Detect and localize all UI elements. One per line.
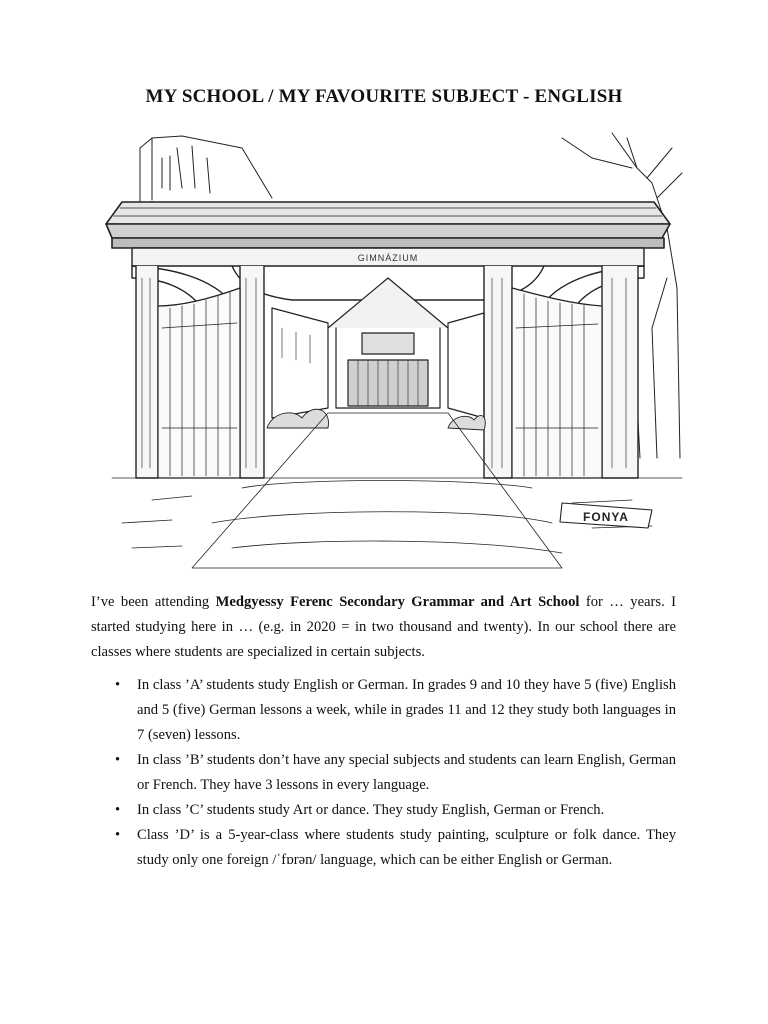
list-item-text: In class ’B’ students don’t have any special subjects and students can learn English, German or French. They have 3 lessons in every language. [137, 752, 676, 793]
list-item [91, 798, 676, 823]
intro-text-start: I’ve been attending [91, 594, 216, 610]
list-item-text: In class ’C’ students study Art or dance. They study English, German or French. [137, 802, 605, 818]
bullet-icon: • [115, 752, 121, 768]
school-gate-drawing [92, 128, 684, 576]
list-item [91, 823, 676, 873]
document-body [91, 590, 676, 873]
list-item [91, 748, 676, 798]
document-title: MY SCHOOL / MY FAVOURITE SUBJECT - ENGLISH [145, 86, 623, 107]
right-gate-door [512, 288, 602, 478]
gate-roof [106, 202, 670, 248]
bullet-icon: • [115, 677, 121, 693]
intro-paragraph [91, 590, 676, 665]
bullet-icon: • [115, 827, 121, 843]
bullet-icon: • [115, 802, 121, 818]
left-gate-door [158, 288, 240, 478]
school-name: Medgyessy Ferenc Secondary Grammar and Art School [215, 594, 580, 610]
left-building-sketch [140, 136, 272, 203]
intro-text-end: for … years. I started studying here in … (e.g. in 2020 = in two thousand and twenty). In our school there are classes where students are specialized in certain subjects. [91, 594, 676, 660]
class-list [91, 673, 676, 873]
signature-text: FONYA [583, 510, 629, 524]
list-item-text: Class ’D’ is a 5-year-class where students study painting, sculpture or folk dance. They study only one foreign /ˈfɒrən/ language, which can be either English or German. [137, 827, 676, 868]
school-building-sketch [272, 278, 484, 418]
list-item-text: In class ’A’ students study English or German. In grades 9 and 10 they have 5 (five) English and 5 (five) German lessons a week, while in grades 11 and 12 they study both languages in 7 (seven) lessons. [137, 677, 676, 743]
gate-sign-text: GIMNÁZIUM [357, 253, 419, 263]
list-item [91, 673, 676, 748]
